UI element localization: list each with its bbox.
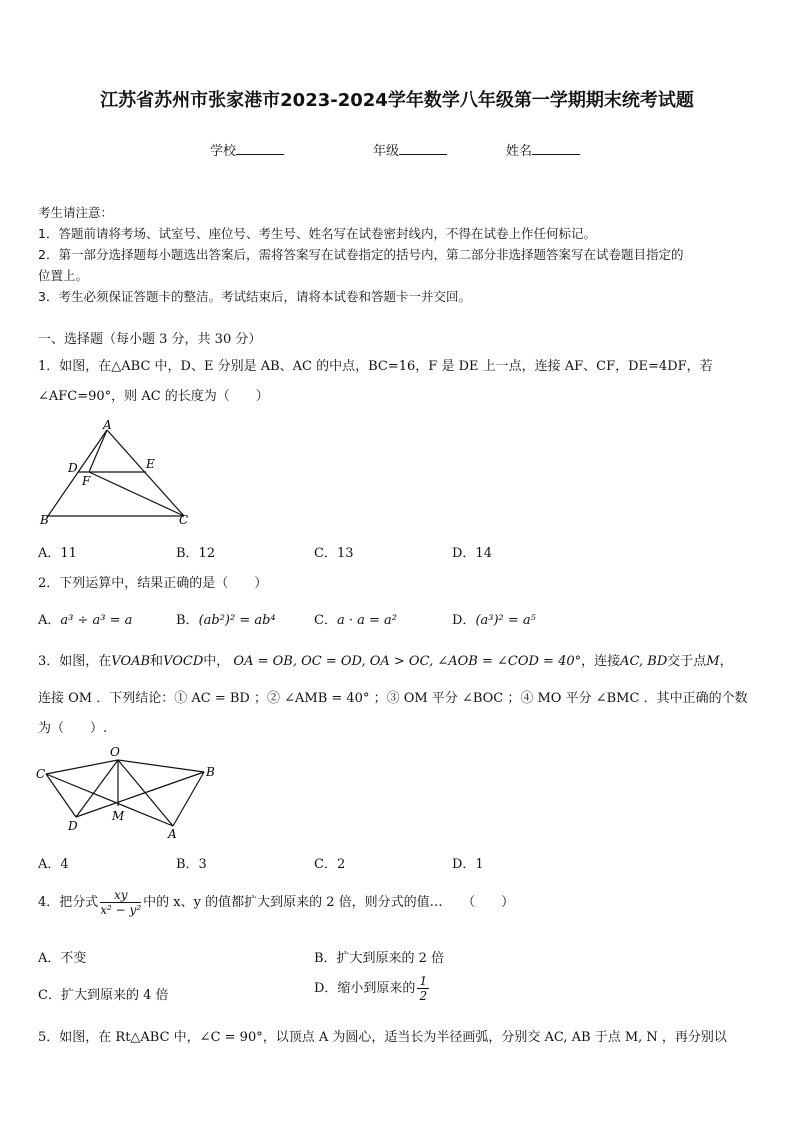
- note-item: 位置上。: [38, 268, 89, 283]
- school-field: [210, 140, 284, 159]
- q4-option-d-text: D．缩小到原来的: [314, 981, 416, 996]
- q4-half-denominator: 2: [419, 989, 428, 1003]
- grade-label: 年级: [373, 144, 400, 159]
- q3-option-a: A．4: [38, 857, 69, 872]
- q1-triangle-figure: [36, 416, 196, 528]
- q4-option-b: B．扩大到原来的 2 倍: [314, 951, 445, 966]
- q3-text: ，连接: [581, 654, 621, 669]
- q3-label-d: D: [68, 819, 78, 833]
- q4-option-a: A．不变: [38, 951, 87, 966]
- q4-option-d: [314, 974, 431, 1003]
- q4-fraction-denominator: x² − y²: [100, 903, 142, 917]
- q3-option-c: C．2: [314, 857, 346, 872]
- q1-option-a: A．11: [38, 546, 77, 561]
- q3-stem-line2: 连接 OM ．下列结论：① AC = BD ；② ∠AMB = 40° ；③ OM 平分 ∠BOC ；④ MO 平分 ∠BMC ．其中正确的个数: [38, 691, 748, 706]
- q2-option-c-letter: C．: [314, 613, 337, 628]
- name-field: [506, 140, 580, 159]
- q3-segments: AC, BD: [620, 654, 668, 669]
- note-item: 3．考生必须保证答题卡的整洁。考试结束后，请将本试卷和答题卡一并交回。: [38, 289, 471, 304]
- q1-label-f: F: [82, 474, 91, 488]
- q1-label-b: B: [40, 513, 49, 527]
- q3-option-d: D．1: [452, 857, 484, 872]
- q3-text: ，: [719, 654, 733, 669]
- note-item: 1．答题前请将考场、试室号、座位号、考生号、姓名写在试卷密封线内，不得在试卷上作任何标记。: [38, 226, 596, 241]
- q3-label-b: B: [206, 765, 215, 779]
- q1-option-b: B．12: [176, 546, 216, 561]
- q3-stem-line3: 为（ ）.: [38, 721, 108, 736]
- q3-text: 中，: [203, 654, 230, 669]
- q3-option-b: B．3: [176, 857, 207, 872]
- q3-label-o: O: [110, 745, 120, 759]
- q2-option-b-expr: (ab²)² = ab⁴: [198, 613, 276, 628]
- q4-option-c: C．扩大到原来的 4 倍: [38, 988, 169, 1003]
- q2-option-a: [38, 609, 132, 628]
- q2-option-c: [314, 609, 397, 628]
- q3-text: 交于点: [667, 654, 707, 669]
- q2-option-b: [176, 609, 276, 628]
- q4-post: 中的 x、y 的值都扩大到原来的 2 倍，则分式的值… （ ）: [143, 895, 515, 910]
- q3-triangle-2: VOCD: [163, 654, 204, 669]
- q2-option-d-expr: (a³)² = a⁵: [475, 613, 536, 628]
- q1-option-d: D．14: [452, 546, 492, 561]
- q4-pre: 4．把分式: [38, 895, 99, 910]
- note-item: 2．第一部分选择题每小题选出答案后，需将答案写在试卷指定的括号内，第二部分非选择题答案写在试卷题目指定的: [38, 247, 684, 262]
- q1-stem-line2: ∠AFC=90°，则 AC 的长度为（ ）: [38, 389, 269, 404]
- section-heading: 一、选择题（每小题 3 分，共 30 分）: [38, 332, 262, 347]
- q2-stem: 2．下列运算中，结果正确的是（ ）: [38, 576, 268, 591]
- q1-label-a: A: [103, 418, 112, 432]
- q2-option-b-letter: B．: [176, 613, 199, 628]
- q3-text: 和: [150, 654, 164, 669]
- q3-triangles-figure: [30, 742, 230, 842]
- q2-option-a-expr: a³ ÷ a³ = a: [60, 613, 133, 628]
- q1-label-e: E: [146, 457, 155, 471]
- q4-stem: [38, 888, 514, 917]
- q3-text: 3．如图，在: [38, 654, 112, 669]
- q4-fraction: [100, 888, 141, 917]
- grade-field: [373, 140, 447, 159]
- q2-option-d: [452, 609, 536, 628]
- q1-stem-line1: 1．如图，在△ABC 中，D、E 分别是 AB、AC 的中点，BC=16，F 是 DE 上一点，连接 AF、CF，DE=4DF，若: [38, 359, 713, 374]
- q3-triangle-1: VOAB: [111, 654, 151, 669]
- q3-label-a: A: [168, 827, 177, 841]
- notes-heading: 考生请注意：: [38, 205, 114, 220]
- q3-label-m: M: [112, 809, 125, 823]
- q3-label-c: C: [36, 767, 46, 781]
- q2-option-a-letter: A．: [38, 613, 61, 628]
- school-label: 学校: [210, 144, 237, 159]
- name-label: 姓名: [506, 144, 533, 159]
- q5-stem: 5．如图，在 Rt△ABC 中，∠C = 90°，以顶点 A 为圆心，适当长为半径画弧，分别交 AC, AB 于点 M, N ，再分别以: [38, 1030, 727, 1045]
- q3-stem-line1: [38, 650, 733, 669]
- q2-option-d-letter: D．: [452, 613, 476, 628]
- q1-label-d: D: [68, 461, 78, 475]
- q4-half-fraction: [417, 974, 429, 1003]
- q3-point: M: [706, 654, 720, 669]
- q4-half-numerator: 1: [419, 974, 428, 988]
- q4-fraction-numerator: xy: [100, 888, 141, 903]
- page-title: 江苏省苏州市张家港市2023-2024学年数学八年级第一学期期末统考试题: [100, 90, 694, 111]
- q1-option-c: C．13: [314, 546, 354, 561]
- q1-label-c: C: [179, 513, 189, 527]
- q3-conditions: OA = OB, OC = OD, OA > OC, ∠AOB = ∠COD = 40°: [233, 654, 582, 669]
- q2-option-c-expr: a · a = a²: [336, 613, 397, 628]
